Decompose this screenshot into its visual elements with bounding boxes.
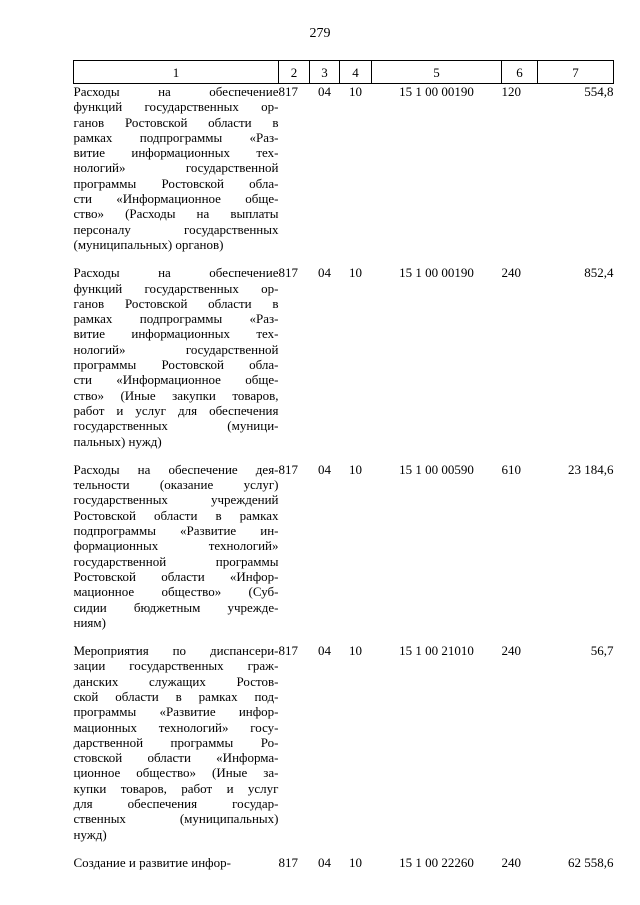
description-line: формационных технологий»: [73, 538, 279, 554]
description-line: функций государственных ор-: [73, 99, 279, 115]
table-body: [74, 84, 614, 884]
row-ministry-code: 817: [278, 643, 298, 659]
description-line: ционное общество» (Иные за-: [73, 765, 279, 781]
description-line: нологий» государственной: [73, 160, 279, 176]
row-target-article: 15 1 00 22260: [399, 854, 474, 870]
description-line: ство» (Иные закупки товаров,: [73, 387, 279, 403]
row-ministry-code: 817: [278, 461, 298, 477]
row-section: 04: [318, 461, 331, 477]
description-line: витие информационных тех-: [73, 145, 279, 161]
description-line: купки товаров, работ и услуг: [73, 780, 279, 796]
row-expense-type: 240: [501, 265, 521, 281]
description-line: нологий» государственной: [73, 341, 279, 357]
row-subsection: 10: [349, 643, 362, 659]
description-line: нужд): [73, 826, 107, 842]
description-line: функций государственных ор-: [73, 280, 279, 296]
description-line: Ростовской области в рамках: [73, 507, 279, 523]
header-col-7: 7: [538, 61, 614, 84]
row-target-article: 15 1 00 00590: [399, 461, 474, 477]
description-line: работ и услуг для обеспечения: [73, 402, 279, 418]
row-amount: 852,4: [584, 265, 614, 281]
description-line: Создание и развитие инфор-: [73, 854, 231, 870]
row-section: 04: [318, 265, 331, 281]
table-header: [74, 61, 614, 84]
row-description: [74, 855, 279, 883]
row-amount: 23 184,6: [568, 461, 614, 477]
header-col-6: 6: [502, 61, 538, 84]
description-line: государственных (муници-: [73, 418, 279, 434]
table-row: [74, 462, 614, 643]
row-expense-type: 120: [501, 84, 521, 99]
description-line: Ростовской области «Инфор-: [73, 568, 279, 584]
table-row: [74, 855, 614, 883]
description-line: дарственной программы Ро-: [73, 734, 279, 750]
description-line: Расходы на обеспечение: [73, 84, 279, 99]
header-col-3: 3: [310, 61, 340, 84]
budget-table: [73, 60, 614, 883]
description-line: ниям): [73, 614, 106, 630]
row-description: [74, 265, 279, 462]
description-line: подпрограммы «Развитие ин-: [73, 523, 279, 539]
header-col-1: 1: [74, 61, 279, 84]
header-col-4: 4: [340, 61, 372, 84]
row-subsection: 10: [349, 84, 362, 99]
description-line: персоналу государственных: [73, 221, 279, 237]
description-line: сти «Информационное обще-: [73, 191, 279, 207]
description-line: зации государственных граж-: [73, 658, 279, 674]
table-row: [74, 643, 614, 855]
description-line: данских служащих Ростов-: [73, 673, 279, 689]
description-line: программы «Развитие инфор-: [73, 704, 279, 720]
description-line: ской области в рамках под-: [73, 688, 279, 704]
description-line: мационное общество» (Суб-: [73, 584, 279, 600]
description-line: (муниципальных) органов): [73, 236, 224, 252]
page-number: 279: [309, 26, 331, 41]
description-line: ганов Ростовской области в: [73, 114, 279, 130]
description-line: ганов Ростовской области в: [73, 295, 279, 311]
row-target-article: 15 1 00 21010: [399, 643, 474, 659]
row-ministry-code: 817: [278, 84, 298, 99]
header-row: [74, 61, 614, 84]
description-line: программы Ростовской обла-: [73, 357, 279, 373]
description-line: сидии бюджетным учрежде-: [73, 599, 279, 615]
row-target-article: 15 1 00 00190: [399, 265, 474, 281]
row-subsection: 10: [349, 854, 362, 870]
description-line: Расходы на обеспечение: [73, 265, 279, 281]
row-section: 04: [318, 854, 331, 870]
description-line: программы Ростовской обла-: [73, 175, 279, 191]
row-section: 04: [318, 84, 331, 99]
description-line: ственных (муниципальных): [73, 811, 279, 827]
table-row: [74, 265, 614, 462]
description-line: Мероприятия по диспансери-: [73, 643, 279, 659]
row-expense-type: 240: [501, 854, 521, 870]
description-line: сти «Информационное обще-: [73, 372, 279, 388]
row-ministry-code: 817: [278, 854, 298, 870]
row-amount: 62 558,6: [568, 854, 614, 870]
description-line: государственной программы: [73, 553, 279, 569]
description-line: витие информационных тех-: [73, 326, 279, 342]
row-ministry-code: 817: [278, 265, 298, 281]
description-line: пальных) нужд): [73, 433, 162, 449]
table-row: [74, 84, 614, 266]
row-expense-type: 610: [501, 461, 521, 477]
row-amount: 554,8: [584, 84, 614, 99]
header-col-5: 5: [372, 61, 502, 84]
description-line: тельности (оказание услуг): [73, 477, 279, 493]
row-expense-type: 240: [501, 643, 521, 659]
description-line: стовской области «Информа-: [73, 750, 279, 766]
row-subsection: 10: [349, 461, 362, 477]
description-line: ство» (Расходы на выплаты: [73, 206, 279, 222]
row-target-article: 15 1 00 00190: [399, 84, 474, 99]
description-line: мационных технологий» госу-: [73, 719, 279, 735]
header-col-2: 2: [279, 61, 310, 84]
description-line: государственных учреждений: [73, 492, 279, 508]
row-section: 04: [318, 643, 331, 659]
row-amount: 56,7: [590, 643, 614, 659]
row-description: [74, 84, 279, 266]
description-line: рамках подпрограммы «Раз-: [73, 311, 279, 327]
description-line: для обеспечения государ-: [73, 796, 279, 812]
description-line: рамках подпрограммы «Раз-: [73, 129, 279, 145]
description-line: Расходы на обеспечение дея-: [73, 461, 279, 477]
row-description: [74, 462, 279, 643]
row-description: [74, 643, 279, 855]
row-subsection: 10: [349, 265, 362, 281]
